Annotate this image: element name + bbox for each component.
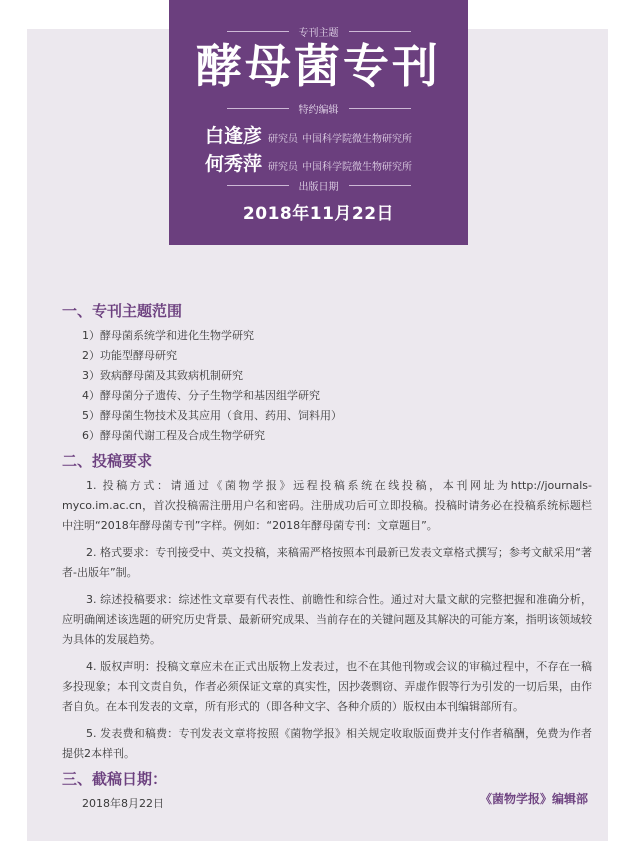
divider (349, 31, 411, 32)
editors-label: 特约编辑 (298, 104, 339, 116)
editor-row (205, 149, 465, 176)
scope-item: 2）功能型酵母研究 (82, 349, 177, 362)
requirement-paragraph: 4. 版权声明：投稿文章应未在正式出版物上发表过，也不在其他刊物或会议的审稿过程中，不存在一稿多投现象；本刊文责自负，作者必须保证文章的真实性，因抄袭剽窃、弄虚作假等行为引发的一切后果，由作者自负。在本刊发表的文章，所有形式的（即各种文字、各种介质的）版权由本刊编辑部所有。 (62, 660, 592, 713)
editor-institution: 中国科学院微生物研究所 (302, 134, 413, 145)
scope-item: 3）致病酵母菌及其致病机制研究 (82, 369, 243, 382)
divider (349, 185, 411, 186)
section-label: 专刊主题 (298, 27, 339, 39)
requirement-paragraph: 3. 综述投稿要求：综述性文章要有代表性、前瞻性和综合性。通过对大量文献的完整把握和准确分析，应明确阐述该选题的研究历史背景、最新研究成果、当前存在的关键问题及其解决的可能方案，指明该领域较为具体的发展趋势。 (62, 593, 592, 646)
editor-institution: 中国科学院微生物研究所 (302, 162, 413, 173)
editor-name: 何秀萍 (205, 153, 263, 175)
header-banner (169, 0, 468, 245)
requirements-heading: 二、投稿要求 (62, 452, 153, 470)
editorial-signature: 《菌物学报》编辑部 (479, 792, 588, 806)
deadline-heading: 三、截稿日期： (62, 770, 168, 788)
section-label-row (169, 24, 468, 38)
page-title: 酵母菌专刊 (196, 39, 441, 93)
editor-role: 研究员 (268, 162, 299, 173)
divider (227, 108, 289, 109)
divider (227, 185, 289, 186)
divider (349, 108, 411, 109)
publish-label-row (169, 178, 468, 192)
scope-item: 4）酵母菌分子遗传、分子生物学和基因组学研究 (82, 389, 320, 402)
scope-item: 6）酵母菌代谢工程及合成生物学研究 (82, 429, 265, 442)
divider (227, 31, 289, 32)
publish-date: 2018年11月22日 (242, 204, 395, 224)
main-content (62, 300, 602, 814)
scope-item: 1）酵母菌系统学和进化生物学研究 (82, 329, 254, 342)
requirement-paragraph: 5. 发表费和稿费：专刊发表文章将按照《菌物学报》相关规定收取版面费并支付作者稿酬，免费为作者提供2本样刊。 (62, 727, 592, 760)
editors-label-row (169, 101, 468, 115)
editor-name: 白逢彦 (205, 125, 263, 147)
editor-role: 研究员 (268, 134, 299, 145)
editor-row (205, 121, 465, 148)
requirement-paragraph: 1. 投稿方式：请通过《菌物学报》远程投稿系统在线投稿，本刊网址为http://journals-myco.im.ac.cn，首次投稿需注册用户名和密码。注册成功后可立即投稿。投稿时请务必在投稿系统标题栏中注明“2018年酵母菌专刊”字样。例如：“2018年酵母菌专刊：文章题目”。 (62, 479, 592, 532)
deadline-date: 2018年8月22日 (82, 797, 164, 810)
scope-item: 5）酵母菌生物技术及其应用（食用、药用、饲料用） (82, 409, 342, 422)
requirement-paragraph: 2. 格式要求：专刊接受中、英文投稿，来稿需严格按照本刊最新已发表文章格式撰写；参考文献采用“著者-出版年”制。 (62, 546, 592, 579)
publish-label: 出版日期 (298, 181, 339, 193)
scope-heading: 一、专刊主题范围 (62, 302, 183, 320)
